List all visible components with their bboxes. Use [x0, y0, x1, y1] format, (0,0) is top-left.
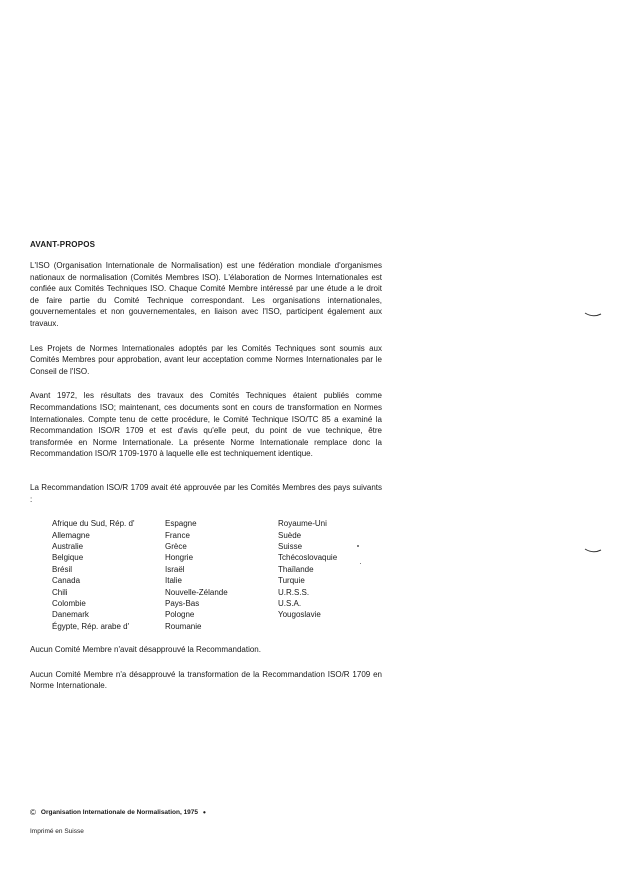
- country-item: Danemark: [52, 610, 89, 620]
- country-item: France: [165, 530, 190, 540]
- country-item: Italie: [165, 576, 182, 586]
- country-item: Yougoslavie: [278, 610, 321, 620]
- country-column-3: [278, 518, 378, 632]
- country-item: U.R.S.S.: [278, 587, 310, 597]
- scan-mark-icon: [584, 548, 602, 554]
- paragraph-iso-intro: L'ISO (Organisation Internationale de Normalisation) est une fédération mondiale d'organismes nationaux de normalisation (Comités Membres ISO). L'élaboration de Normes Internationales est confiée aux Comités Techniques ISO. Chaque Comité Membre intéressé par une étude a le droit de faire partie du Comité Technique correspondant. Les organisations internationales, gouvernementales et non gouvernementales, en liaison avec l'ISO, participent également aux travaux.: [30, 261, 382, 328]
- country-item: Canada: [52, 576, 81, 586]
- country-item: Turquie: [278, 576, 305, 586]
- scan-speck: [357, 545, 359, 547]
- country-item: Allemagne: [52, 530, 90, 540]
- country-item: Grèce: [165, 541, 187, 551]
- country-list: [52, 518, 382, 632]
- country-item: Nouvelle-Zélande: [165, 587, 228, 597]
- scan-speck: [360, 563, 361, 564]
- country-item: U.S.A.: [278, 598, 302, 608]
- country-column-1: [52, 518, 165, 632]
- country-item: Royaume-Uni: [278, 519, 327, 529]
- country-column-2: [165, 518, 278, 632]
- country-item: Tchécoslovaquie: [278, 553, 338, 563]
- paragraph-approval-intro: La Recommandation ISO/R 1709 avait été approuvée par les Comités Membres des pays suivants :: [30, 482, 382, 504]
- country-item: Afrique du Sud, Rép. d': [52, 519, 135, 529]
- copyright-text: Organisation Internationale de Normalisation, 1975: [40, 809, 199, 816]
- printed-in-text: Imprimé en Suisse: [30, 828, 84, 835]
- foreword-section: [30, 240, 382, 705]
- bullet-icon: •: [203, 808, 206, 817]
- paragraph-no-disapproval-transformation: Aucun Comité Membre n'a désapprouvé la transformation de la Recommandation ISO/R 1709 en Norme Internationale.: [30, 669, 382, 691]
- country-item: Égypte, Rép. arabe d': [52, 621, 130, 631]
- country-item: Hongrie: [165, 553, 194, 563]
- country-item: Suisse: [278, 541, 303, 551]
- paragraph-before-1972: Avant 1972, les résultats des travaux des Comités Techniques étaient publiés comme Recommandations ISO; maintenant, ces documents sont en cours de transformation en Normes Internationales. Compte tenu de cette procédure, le Comité Technique ISO/TC 85 a examiné la Recommandation ISO/R 1709 et est d'avis qu'elle peut, du point de vue technique, être transformée en Norme Internationale. La présente Norme Internationale remplace donc la Recommandation ISO/R 1709-1970 à laquelle elle est techniquement identique.: [30, 391, 382, 459]
- country-item: Brésil: [52, 564, 73, 574]
- country-item: Suède: [278, 530, 302, 540]
- country-item: Israël: [165, 564, 185, 574]
- country-item: Espagne: [165, 519, 197, 529]
- foreword-heading: AVANT-PROPOS: [30, 240, 96, 249]
- country-item: Pologne: [165, 610, 195, 620]
- copyright-line: [30, 808, 206, 817]
- scan-mark-icon: [584, 312, 602, 318]
- country-item: Pays-Bas: [165, 598, 200, 608]
- copyright-symbol: ©: [30, 808, 36, 817]
- country-item: Roumanie: [165, 621, 202, 631]
- paragraph-draft-standards: Les Projets de Normes Internationales adoptés par les Comités Techniques sont soumis aux Comités Membres pour approbation, avant leur acceptation comme Normes Internationales par le Conseil de l'ISO.: [30, 343, 382, 376]
- page-footer: [30, 808, 206, 835]
- country-item: Thaïlande: [278, 564, 314, 574]
- country-item: Australie: [52, 541, 84, 551]
- paragraph-no-disapproval-recommendation: Aucun Comité Membre n'avait désapprouvé la Recommandation.: [30, 645, 261, 655]
- country-item: Colombie: [52, 598, 86, 608]
- country-item: Belgique: [52, 553, 84, 563]
- country-item: Chili: [52, 587, 68, 597]
